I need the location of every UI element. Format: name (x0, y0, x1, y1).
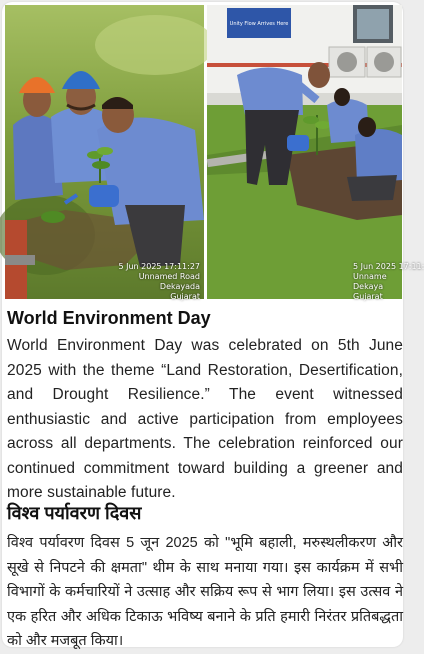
hindi-title: विश्व पर्यावरण दिवस (7, 503, 142, 523)
planting-scene-image (5, 5, 204, 299)
planting-photo-left (5, 5, 204, 299)
hindi-body: विश्व पर्यावरण दिवस 5 जून 2025 को "भूमि बहाली, मरुस्थलीकरण और सूखे से निपटने की क्षमता" थीम के साथ मनाया गया। इस कार्यक्रम में सभी विभागों के कर्मचारियों ने उत्साह और सक्रिय रूप से भाग लिया। इस उत्सव ने एक हरित और अधिक टिकाऊ भविष्य बनाने के प्रति हमारी निरंतर प्रतिबद्धता को और मजबूत किया। (7, 535, 403, 649)
planting-photo-right (207, 5, 424, 301)
geotag-right: 5 Jun 2025 17:11: Unname Dekaya Gujarat (353, 262, 424, 301)
english-body: World Environment Day was celebrated on 5th June 2025 with the theme “Land Restoration, Desertification, and Drought Resilience.” The event witnessed enthusiastic and active participation from employees across all departments. The celebration reinforced our continued commitment toward building a greener and more sustainable future. (7, 337, 403, 501)
wall-banner-text: Unity Flow Arrives Here (229, 21, 289, 27)
newsletter-card (2, 2, 424, 649)
english-title: World Environment Day (7, 308, 211, 328)
geotag-left: 5 Jun 2025 17:11:27 Unnamed Road Dekayada Gujarat (118, 262, 200, 301)
watering-scene-image (207, 5, 402, 299)
photo-collage (5, 5, 424, 301)
